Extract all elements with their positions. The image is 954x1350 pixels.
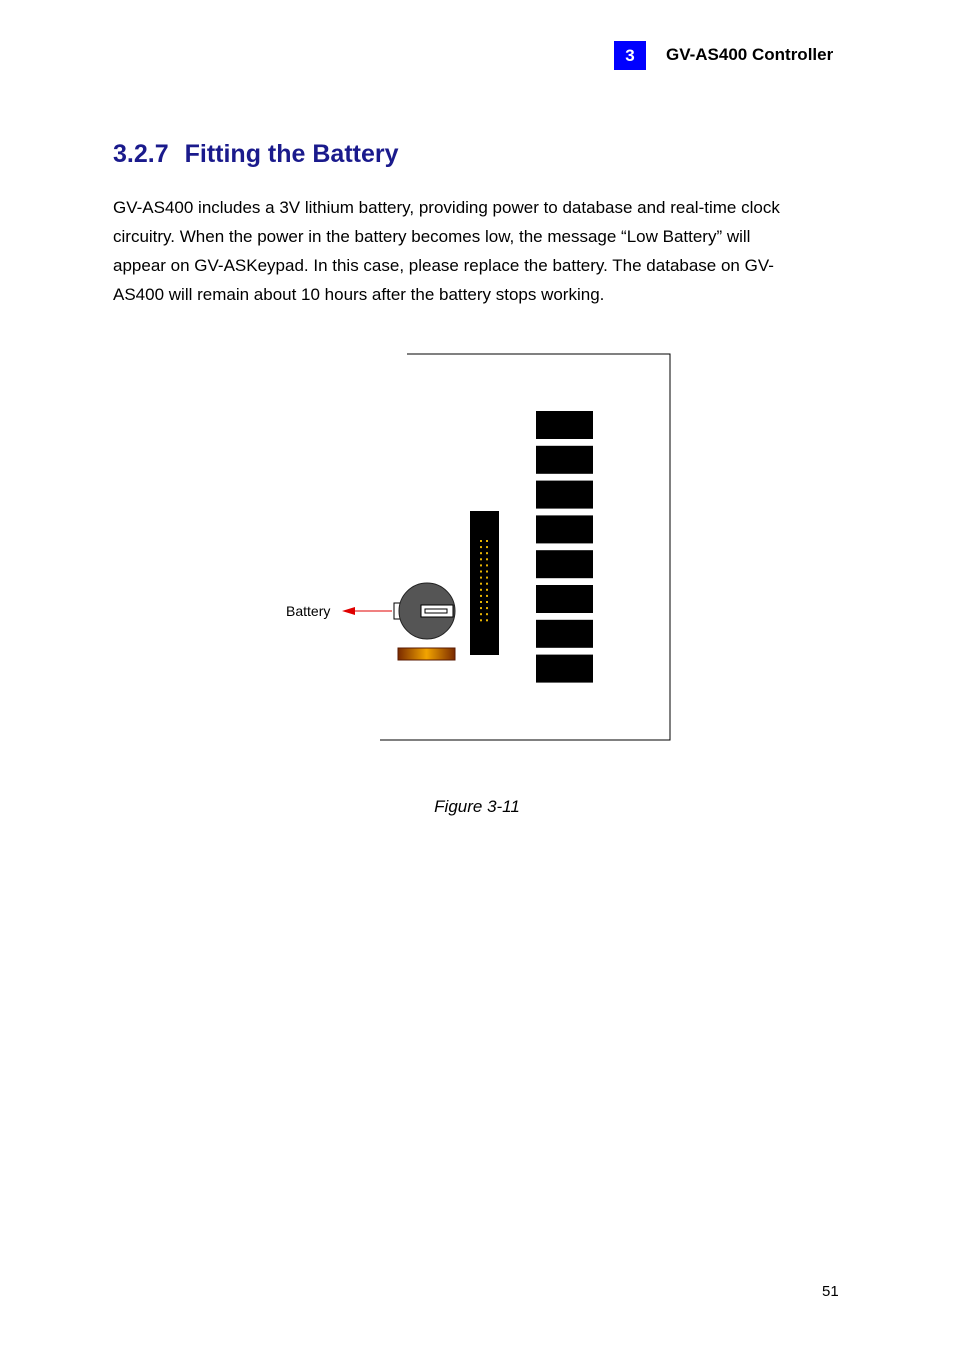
pin: [486, 607, 488, 609]
body-paragraph: [113, 193, 833, 309]
pin: [480, 552, 482, 554]
chip: [536, 481, 593, 509]
battery: [394, 583, 455, 639]
pin: [480, 619, 482, 621]
capacitor: [398, 648, 455, 660]
pin: [486, 540, 488, 542]
pin: [480, 595, 482, 597]
chip: [536, 620, 593, 648]
pin: [486, 601, 488, 603]
pin: [486, 564, 488, 566]
battery-arrow: [342, 607, 392, 615]
header-title: GV-AS400 Controller: [666, 45, 834, 64]
paragraph-line: GV-AS400 includes a 3V lithium battery, providing power to database and real-time clock: [113, 198, 780, 217]
chip: [536, 655, 593, 683]
paragraph-line: AS400 will remain about 10 hours after the battery stops working.: [113, 285, 605, 304]
section-heading: [113, 140, 399, 169]
pin-header: [470, 511, 499, 655]
pin: [486, 595, 488, 597]
pin: [480, 564, 482, 566]
section-number: 3.2.7: [113, 140, 169, 168]
pin: [486, 577, 488, 579]
pin: [486, 619, 488, 621]
chip-column: [536, 411, 593, 683]
chip: [536, 585, 593, 613]
chip: [536, 411, 593, 439]
pin: [480, 558, 482, 560]
chip: [536, 550, 593, 578]
pin: [486, 589, 488, 591]
pin: [480, 546, 482, 548]
pin: [480, 583, 482, 585]
pin: [486, 552, 488, 554]
pin: [486, 613, 488, 615]
pin: [480, 571, 482, 573]
pin: [480, 601, 482, 603]
paragraph-line: circuitry. When the power in the battery becomes low, the message “Low Battery” will: [113, 227, 751, 246]
board-outline: [380, 354, 670, 740]
pin: [486, 571, 488, 573]
pin: [480, 607, 482, 609]
pin: [480, 613, 482, 615]
pin: [486, 583, 488, 585]
battery-label: Battery: [286, 603, 331, 619]
page-number: 51: [822, 1283, 839, 1300]
section-title: Fitting the Battery: [184, 140, 399, 168]
pin: [480, 540, 482, 542]
figure-caption: Figure 3-11: [434, 797, 520, 816]
pin: [486, 546, 488, 548]
paragraph-line: appear on GV-ASKeypad. In this case, please replace the battery. The database on GV-: [113, 256, 774, 275]
pin: [486, 558, 488, 560]
pin: [480, 589, 482, 591]
pin: [480, 577, 482, 579]
chapter-badge: 3: [614, 41, 646, 70]
chip: [536, 515, 593, 543]
board-diagram: [280, 350, 680, 750]
chip: [536, 446, 593, 474]
